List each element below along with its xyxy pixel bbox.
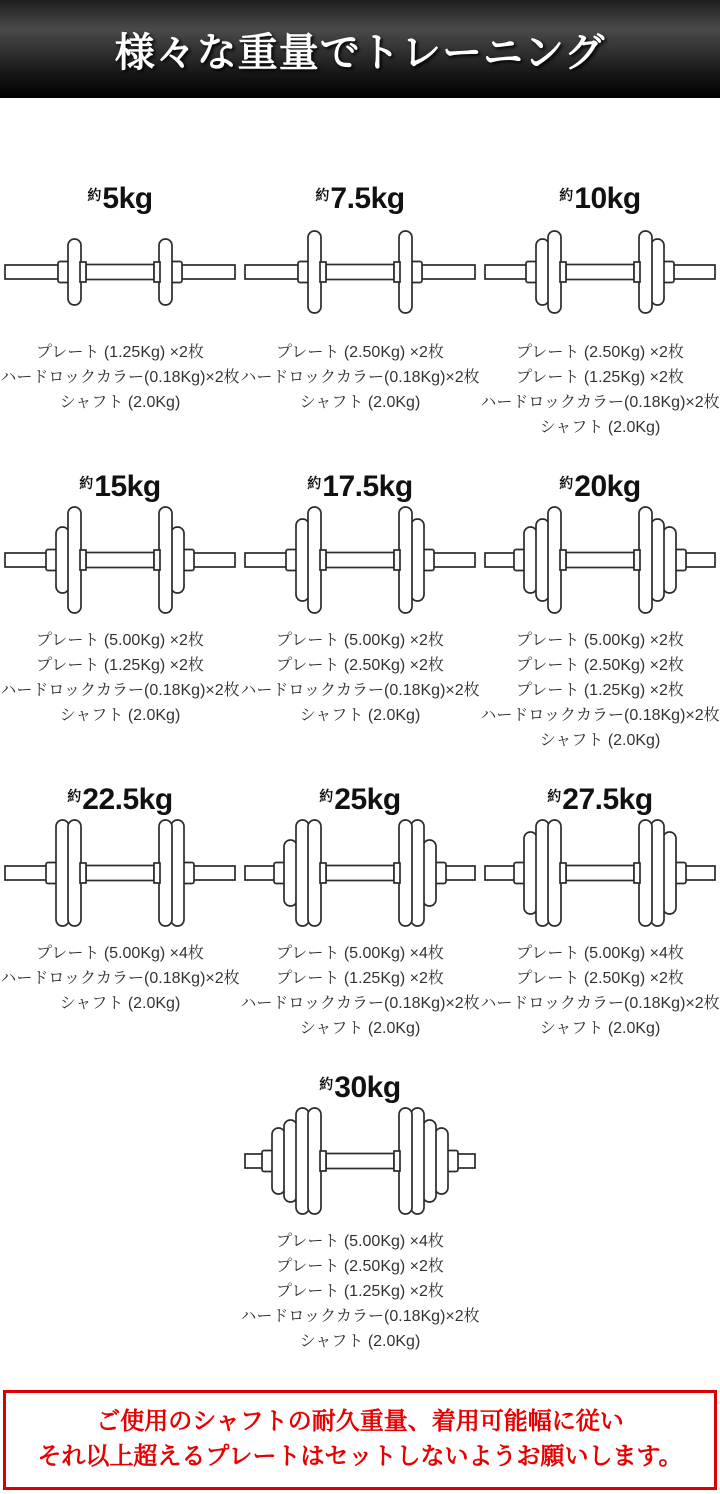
weight-grid — [0, 182, 720, 1354]
component-line: ハードロックカラー(0.18Kg)×2枚 — [480, 394, 720, 411]
weight-value: 27.5kg — [562, 783, 653, 816]
approx-label: 約 — [307, 475, 322, 491]
approx-label: 約 — [559, 187, 574, 203]
approx-label: 約 — [79, 475, 94, 491]
component-line: プレート (2.50Kg) ×2枚 — [516, 657, 684, 674]
component-line: プレート (1.25Kg) ×2枚 — [516, 682, 684, 699]
component-line: プレート (1.25Kg) ×2枚 — [516, 369, 684, 386]
component-line: プレート (5.00Kg) ×4枚 — [36, 945, 204, 962]
component-line: プレート (1.25Kg) ×2枚 — [276, 1283, 444, 1300]
component-line: ハードロックカラー(0.18Kg)×2枚 — [0, 970, 240, 987]
weight-value: 7.5kg — [330, 182, 405, 215]
component-list — [0, 340, 239, 415]
weight-row — [0, 182, 720, 440]
component-line: ハードロックカラー(0.18Kg)×2枚 — [240, 369, 480, 386]
dumbbell-illustration-15kg — [0, 500, 240, 620]
weight-cell-7.5kg — [240, 182, 480, 440]
weight-cell-22.5kg — [0, 783, 240, 1041]
dumbbell-illustration-5kg — [0, 212, 240, 332]
weight-value: 5kg — [102, 182, 153, 215]
component-line: プレート (1.25Kg) ×2枚 — [36, 344, 204, 361]
weight-cell-17.5kg — [240, 470, 480, 753]
weight-value: 20kg — [574, 470, 641, 503]
page-title: 様々な重量でトレーニング — [114, 30, 606, 75]
component-line: ハードロックカラー(0.18Kg)×2枚 — [240, 1308, 480, 1325]
component-line: プレート (5.00Kg) ×4枚 — [276, 945, 444, 962]
weight-value: 15kg — [94, 470, 161, 503]
component-line: プレート (1.25Kg) ×2枚 — [36, 657, 204, 674]
weight-cell-30kg — [240, 1071, 480, 1354]
warning-line-2: それ以上超えるプレートはセットしないようお願いします。 — [37, 1443, 683, 1470]
component-line: シャフト (2.0Kg) — [59, 394, 181, 411]
weight-value: 22.5kg — [82, 783, 173, 816]
component-line: シャフト (2.0Kg) — [299, 1020, 421, 1037]
component-list — [240, 628, 479, 728]
component-line: シャフト (2.0Kg) — [539, 419, 661, 436]
component-line: プレート (2.50Kg) ×2枚 — [276, 344, 444, 361]
weight-cell-15kg — [0, 470, 240, 753]
weight-row — [0, 470, 720, 753]
component-line: プレート (1.25Kg) ×2枚 — [276, 970, 444, 987]
component-line: プレート (5.00Kg) ×2枚 — [276, 632, 444, 649]
component-list — [240, 941, 479, 1041]
component-list — [240, 1229, 479, 1354]
approx-label: 約 — [67, 788, 82, 804]
component-line: シャフト (2.0Kg) — [59, 707, 181, 724]
component-line: シャフト (2.0Kg) — [539, 1020, 661, 1037]
weight-title — [319, 783, 400, 817]
component-line: プレート (5.00Kg) ×4枚 — [516, 945, 684, 962]
component-list — [480, 941, 719, 1041]
weight-cell-5kg — [0, 182, 240, 440]
weight-title — [559, 470, 640, 504]
component-line: プレート (5.00Kg) ×2枚 — [36, 632, 204, 649]
approx-label: 約 — [559, 475, 574, 491]
weight-row — [0, 1071, 720, 1354]
dumbbell-illustration-7.5kg — [240, 212, 480, 332]
approx-label: 約 — [547, 788, 562, 804]
weight-value: 17.5kg — [322, 470, 413, 503]
weight-title — [319, 1071, 400, 1105]
approx-label: 約 — [87, 187, 102, 203]
component-line: シャフト (2.0Kg) — [59, 995, 181, 1012]
component-line: プレート (2.50Kg) ×2枚 — [276, 1258, 444, 1275]
warning-line-1: ご使用のシャフトの耐久重量、着用可能幅に従い — [96, 1408, 624, 1435]
component-line: ハードロックカラー(0.18Kg)×2枚 — [0, 369, 240, 386]
component-line: プレート (5.00Kg) ×2枚 — [516, 632, 684, 649]
weight-cell-10kg — [480, 182, 720, 440]
weight-title — [67, 783, 172, 817]
approx-label: 約 — [319, 788, 334, 804]
approx-label: 約 — [315, 187, 330, 203]
component-line: シャフト (2.0Kg) — [299, 1333, 421, 1350]
component-list — [480, 628, 719, 753]
approx-label: 約 — [319, 1076, 334, 1092]
component-line: シャフト (2.0Kg) — [539, 732, 661, 749]
component-line: プレート (5.00Kg) ×4枚 — [276, 1233, 444, 1250]
weight-cell-27.5kg — [480, 783, 720, 1041]
weight-cell-25kg — [240, 783, 480, 1041]
component-list — [480, 340, 719, 440]
component-line: ハードロックカラー(0.18Kg)×2枚 — [0, 682, 240, 699]
weight-cell-20kg — [480, 470, 720, 753]
component-line: ハードロックカラー(0.18Kg)×2枚 — [480, 995, 720, 1012]
component-line: プレート (2.50Kg) ×2枚 — [276, 657, 444, 674]
component-list — [0, 941, 239, 1016]
dumbbell-illustration-10kg — [480, 212, 720, 332]
weight-title — [307, 470, 412, 504]
component-line: シャフト (2.0Kg) — [299, 707, 421, 724]
dumbbell-illustration-17.5kg — [240, 500, 480, 620]
component-line: プレート (2.50Kg) ×2枚 — [516, 344, 684, 361]
component-list — [0, 628, 239, 728]
weight-value: 10kg — [574, 182, 641, 215]
warning-box — [3, 1390, 717, 1490]
component-line: シャフト (2.0Kg) — [299, 394, 421, 411]
component-line: ハードロックカラー(0.18Kg)×2枚 — [480, 707, 720, 724]
component-line: ハードロックカラー(0.18Kg)×2枚 — [240, 682, 480, 699]
dumbbell-illustration-22.5kg — [0, 813, 240, 933]
weight-value: 25kg — [334, 783, 401, 816]
dumbbell-illustration-27.5kg — [480, 813, 720, 933]
dumbbell-illustration-30kg — [240, 1101, 480, 1221]
component-line: ハードロックカラー(0.18Kg)×2枚 — [240, 995, 480, 1012]
header-banner — [0, 0, 720, 98]
weight-title — [87, 182, 152, 216]
weight-title — [315, 182, 404, 216]
weight-title — [559, 182, 640, 216]
dumbbell-illustration-20kg — [480, 500, 720, 620]
weight-title — [547, 783, 652, 817]
component-list — [240, 340, 479, 415]
dumbbell-illustration-25kg — [240, 813, 480, 933]
weight-title — [79, 470, 160, 504]
weight-value: 30kg — [334, 1071, 401, 1104]
component-line: プレート (2.50Kg) ×2枚 — [516, 970, 684, 987]
weight-row — [0, 783, 720, 1041]
